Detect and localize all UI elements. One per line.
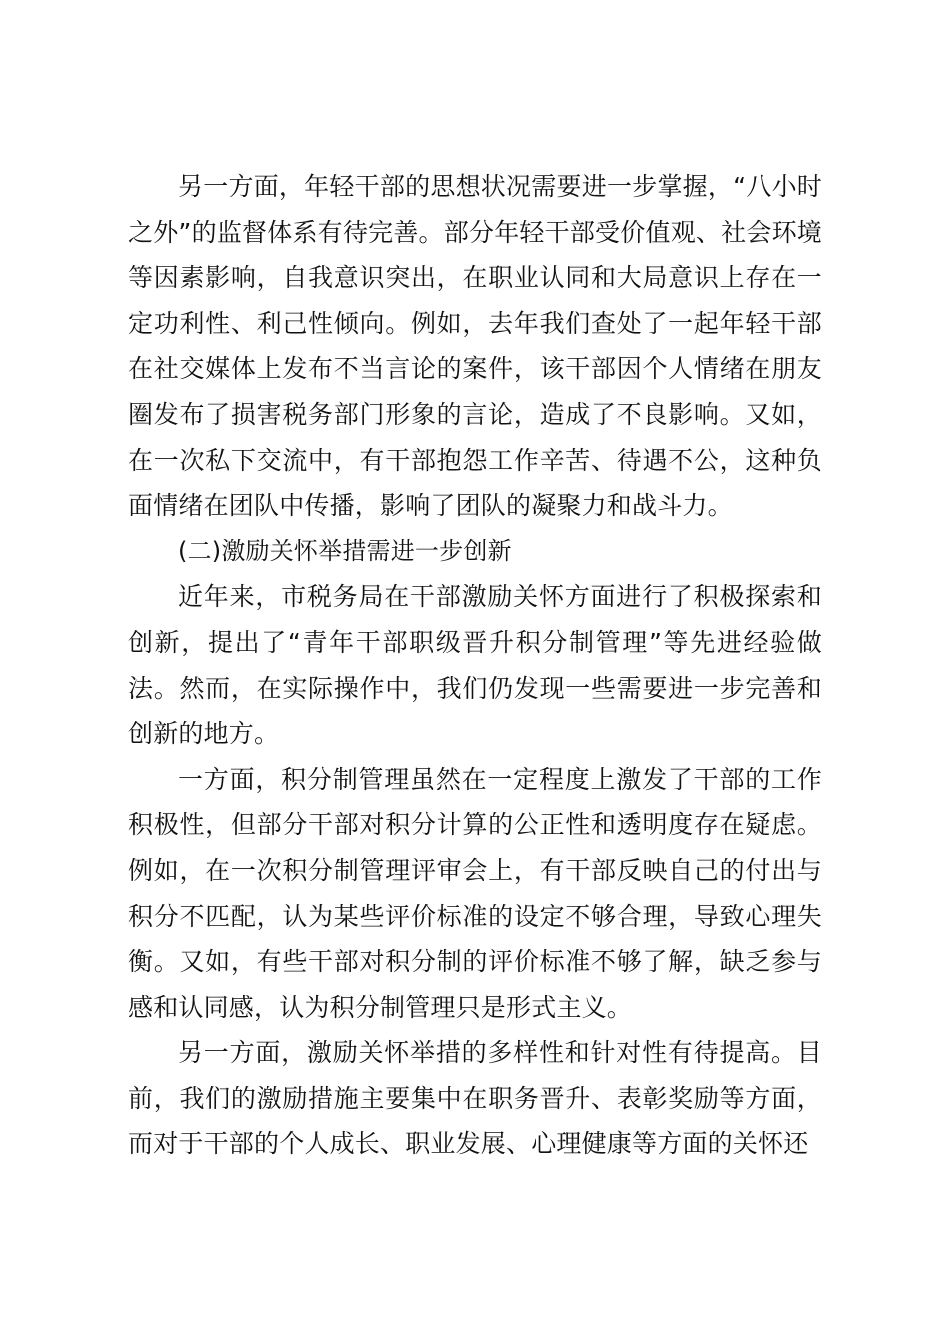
paragraph-incentive-diversity: 另一方面，激励关怀举措的多样性和针对性有待提高。目前，我们的激励措施主要集中在职务晋升、表彰奖励等方面，而对于干部的个人成长、职业发展、心理健康等方面的关怀还 (128, 1038, 822, 1159)
paragraph-points-system: 一方面，积分制管理虽然在一定程度上激发了干部的工作积极性，但部分干部对积分计算的公正性和透明度存在疑虑。例如，在一次积分制管理评审会上，有干部反映自己的付出与积分不匹配，认为某些评价标准的设定不够合理，导致心理失衡。又如，有些干部对积分制的评价标准不够了解，缺乏参与感和认同感，认为积分制管理只是形式主义。 (128, 764, 822, 1022)
paragraph-young-cadre-supervision: 另一方面，年轻干部的思想状况需要进一步掌握，“八小时之外”的监督体系有待完善。部分年轻干部受价值观、社会环境等因素影响，自我意识突出，在职业认同和大局意识上存在一定功利性、利己性倾向。例如，去年我们查处了一起年轻干部在社交媒体上发布不当言论的案件，该干部因个人情绪在朋友圈发布了损害税务部门形象的言论，造成了不良影响。又如，在一次私下交流中，有干部抱怨工作辛苦、待遇不公，这种负面情绪在团队中传播，影响了团队的凝聚力和战斗力。 (128, 172, 822, 521)
paragraph-recent-exploration: 近年来，市税务局在干部激励关怀方面进行了积极探索和创新，提出了“青年干部职级晋升积分制管理”等先进经验做法。然而，在实际操作中，我们仍发现一些需要进一步完善和创新的地方。 (128, 582, 822, 749)
section-heading-incentive-care: (二)激励关怀举措需进一步创新 (178, 536, 512, 565)
document-page (128, 164, 822, 1167)
